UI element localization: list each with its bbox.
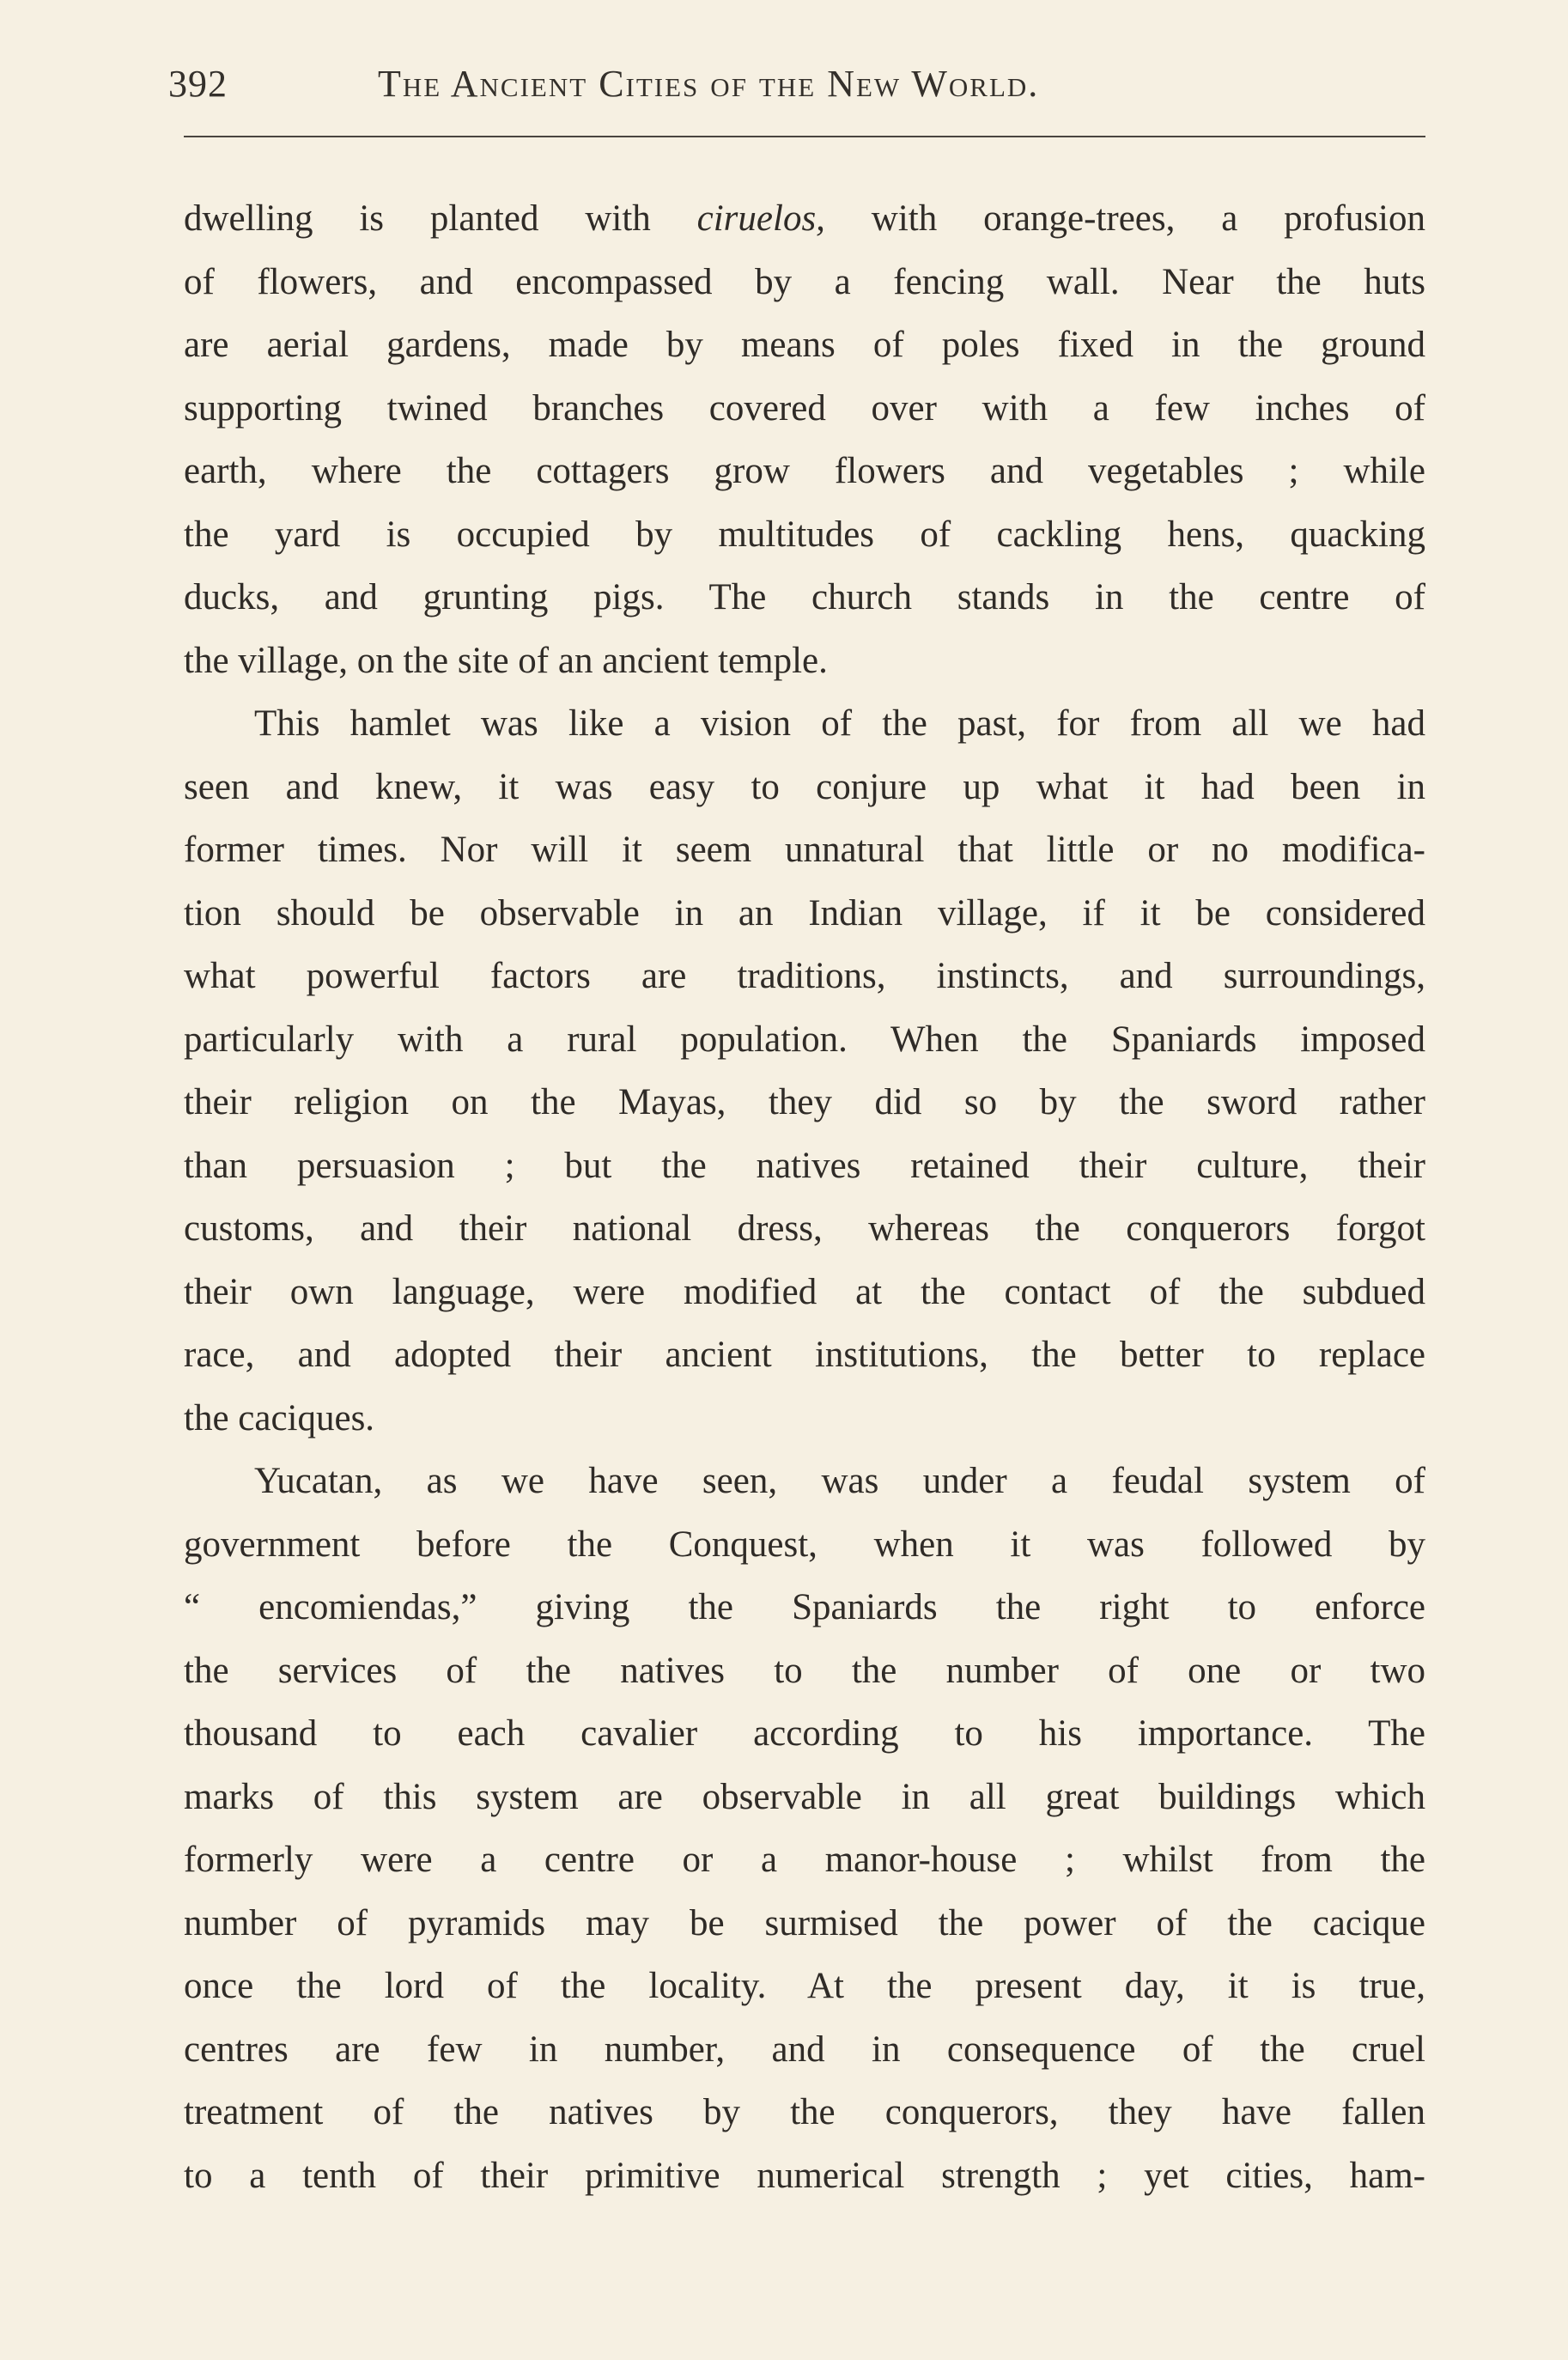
text-line: “ encomiendas,” giving the Spaniards the right to enforce	[184, 1587, 1425, 1627]
text-line: thousand to each cavalier according to his importance. The	[184, 1713, 1425, 1754]
text-line: the caciques.	[184, 1397, 375, 1439]
text-line: number of pyramids may be surmised the power of the cacique	[184, 1902, 1425, 1943]
text-line: ducks, and grunting pigs. The church stands in the centre of	[184, 577, 1425, 617]
text-line: the services of the natives to the number of one or two	[184, 1650, 1425, 1691]
text-line: to a tenth of their primitive numerical strength ; yet cities, ham-	[184, 2155, 1425, 2196]
text-line: formerly were a centre or a manor-house ; whilst from the	[184, 1840, 1425, 1880]
italic-term: ciruelos,	[696, 198, 825, 239]
text-line: government before the Conquest, when it was followed by	[184, 1524, 1425, 1565]
text-line: their own language, were modified at the contact of the subdued	[184, 1271, 1425, 1312]
text-line: the village, on the site of an ancient temple.	[184, 640, 828, 681]
text-line: customs, and their national dress, whereas the conquerors forgot	[184, 1208, 1425, 1249]
body-text	[184, 187, 1425, 2207]
page-number: 392	[168, 63, 228, 105]
text-line: particularly with a rural population. When the Spaniards imposed	[184, 1019, 1425, 1060]
text-line: treatment of the natives by the conquerors, they have fallen	[184, 2092, 1425, 2132]
text-line: dwelling is planted with ciruelos, with orange-trees, a profusion	[184, 198, 1425, 239]
text-line: supporting twined branches covered over with a few inches of	[184, 387, 1425, 429]
text-line: race, and adopted their ancient institutions, the better to replace	[184, 1335, 1425, 1375]
text-line: their religion on the Mayas, they did so by the sword rather	[184, 1082, 1425, 1122]
text-line: of flowers, and encompassed by a fencing wall. Near the huts	[184, 261, 1425, 302]
text-line: once the lord of the locality. At the present day, it is true,	[184, 1966, 1425, 2006]
text-line: are aerial gardens, made by means of poles fixed in the ground	[184, 325, 1425, 365]
text-line: This hamlet was like a vision of the past, for from all we had	[254, 703, 1425, 744]
text-line: what powerful factors are traditions, instincts, and surroundings,	[184, 956, 1425, 996]
text-line: the yard is occupied by multitudes of cackling hens, quacking	[184, 514, 1425, 555]
text-line: earth, where the cottagers grow flowers and vegetables ; while	[184, 451, 1425, 491]
text-line: Yucatan, as we have seen, was under a feudal system of	[254, 1461, 1425, 1501]
text-line: than persuasion ; but the natives retained their culture, their	[184, 1145, 1425, 1186]
text-line: former times. Nor will it seem unnatural that little or no modifica-	[184, 830, 1425, 870]
text-line: marks of this system are observable in all great buildings which	[184, 1776, 1425, 1817]
text-line: centres are few in number, and in consequence of the cruel	[184, 2029, 1425, 2070]
header-rule	[184, 136, 1425, 137]
text-line: seen and knew, it was easy to conjure up what it had been in	[184, 766, 1425, 807]
text-line: tion should be observable in an Indian village, if it be considered	[184, 892, 1425, 934]
running-title: The Ancient Cities of the New World.	[378, 63, 1040, 105]
